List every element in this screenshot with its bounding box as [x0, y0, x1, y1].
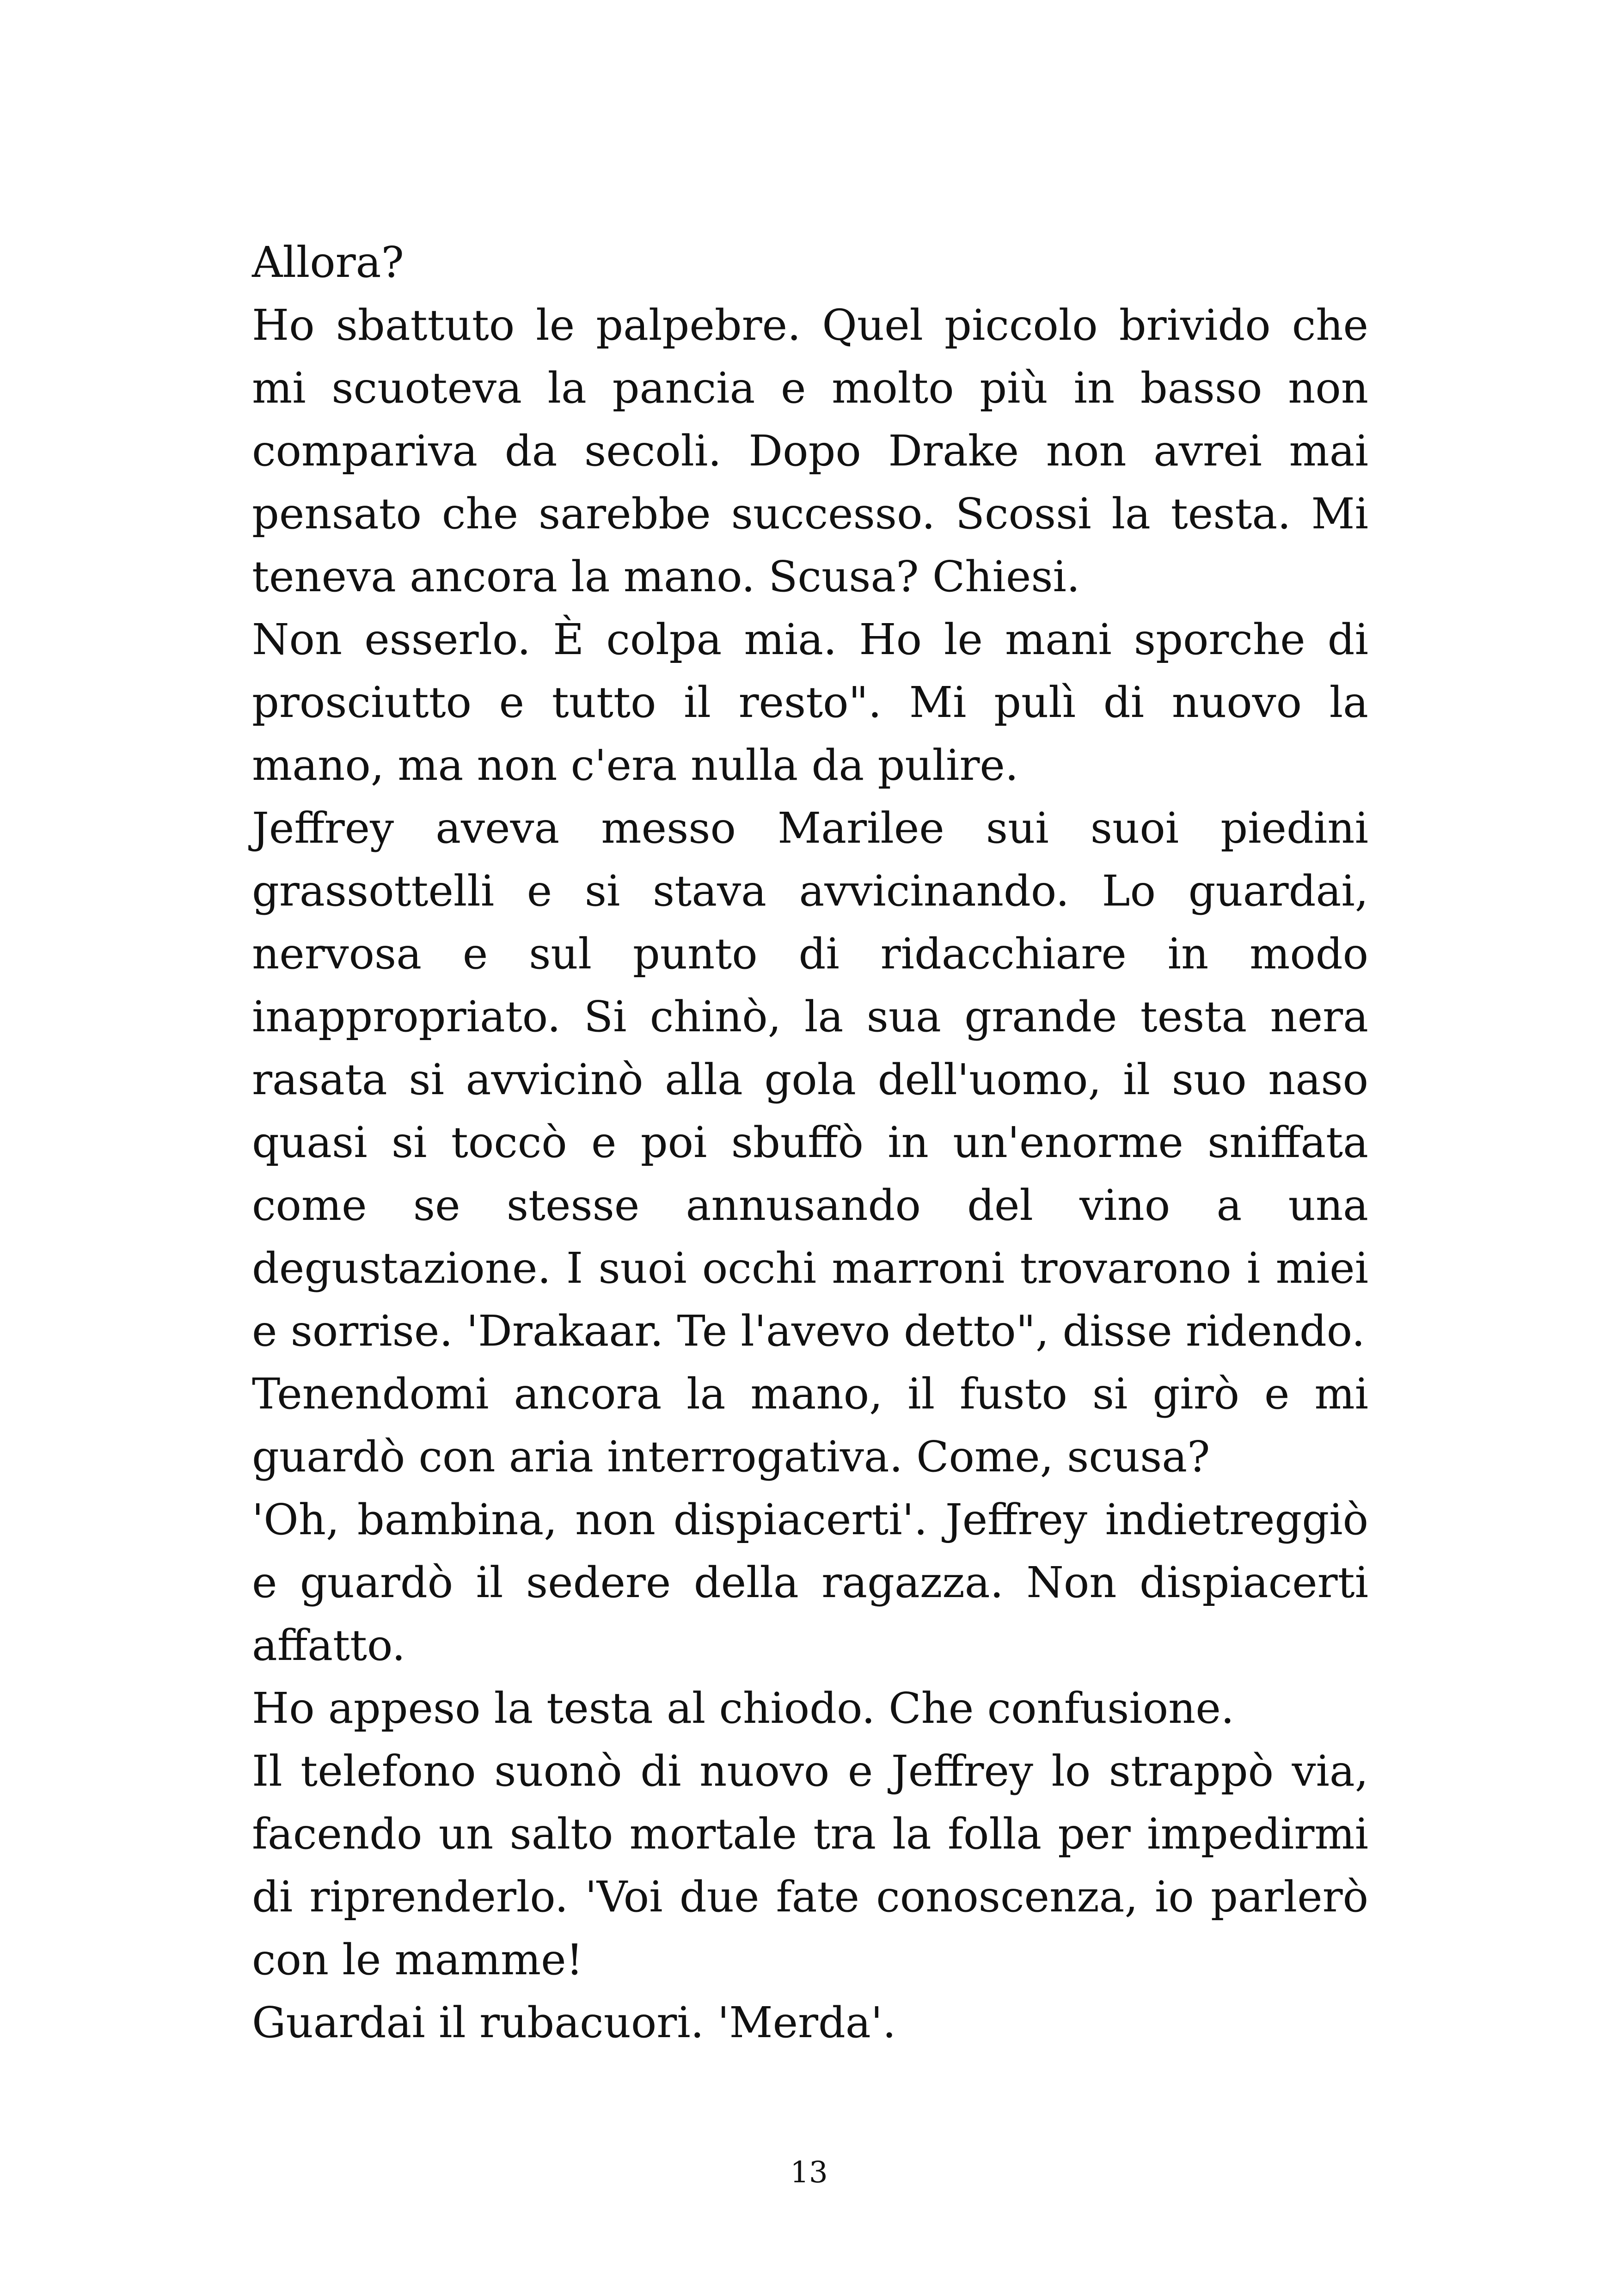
paragraph: Il telefono suonò di nuovo e Jeffrey lo strappò via, facendo un salto mortale tra la folla per impedirmi di riprenderlo. 'Voi due fate conoscenza, io parlerò con le mamme! — [252, 1746, 1368, 1984]
paragraph: Ho sbattuto le palpebre. Quel piccolo brivido che mi scuoteva la pancia e molto più in basso non compariva da secoli. Dopo Drake non avrei mai pensato che sarebbe successo. Scossi la testa. Mi teneva ancora la mano. Scusa? Chiesi. — [252, 300, 1368, 601]
paragraph: Ho appeso la testa al chiodo. Che confusione. — [252, 1684, 1235, 1733]
page-number: 13 — [790, 2155, 828, 2190]
paragraph: Guardai il rubacuori. 'Merda'. — [252, 1998, 896, 2047]
paragraph: Tenendomi ancora la mano, il fusto si girò e mi guardò con aria interrogativa. Come, scusa? — [252, 1369, 1368, 1482]
paragraph: Jeffrey aveva messo Marilee sui suoi piedini grassottelli e si stava avvicinando. Lo guardai, nervosa e sul punto di ridacchiare in modo inappropriato. Si chinò, la sua grande testa nera rasata si avvicinò alla gola dell'uomo, il suo naso quasi si toccò e poi sbuffò in un'enorme sniffata come se stesse annusando del vino a una degustazione. I suoi occhi marroni trovarono i miei e sorrise. 'Drakaar. Te l'avevo detto", disse ridendo. — [252, 803, 1368, 1356]
paragraph: Non esserlo. È colpa mia. Ho le mani sporche di prosciutto e tutto il resto". Mi pulì di nuovo la mano, ma non c'era nulla da pulire. — [252, 615, 1368, 790]
paragraph: Allora? — [252, 238, 404, 287]
body-text — [252, 231, 1368, 2054]
paragraph: 'Oh, bambina, non dispiacerti'. Jeffrey indietreggiò e guardò il sedere della ragazza. Non dispiacerti affatto. — [252, 1495, 1368, 1670]
